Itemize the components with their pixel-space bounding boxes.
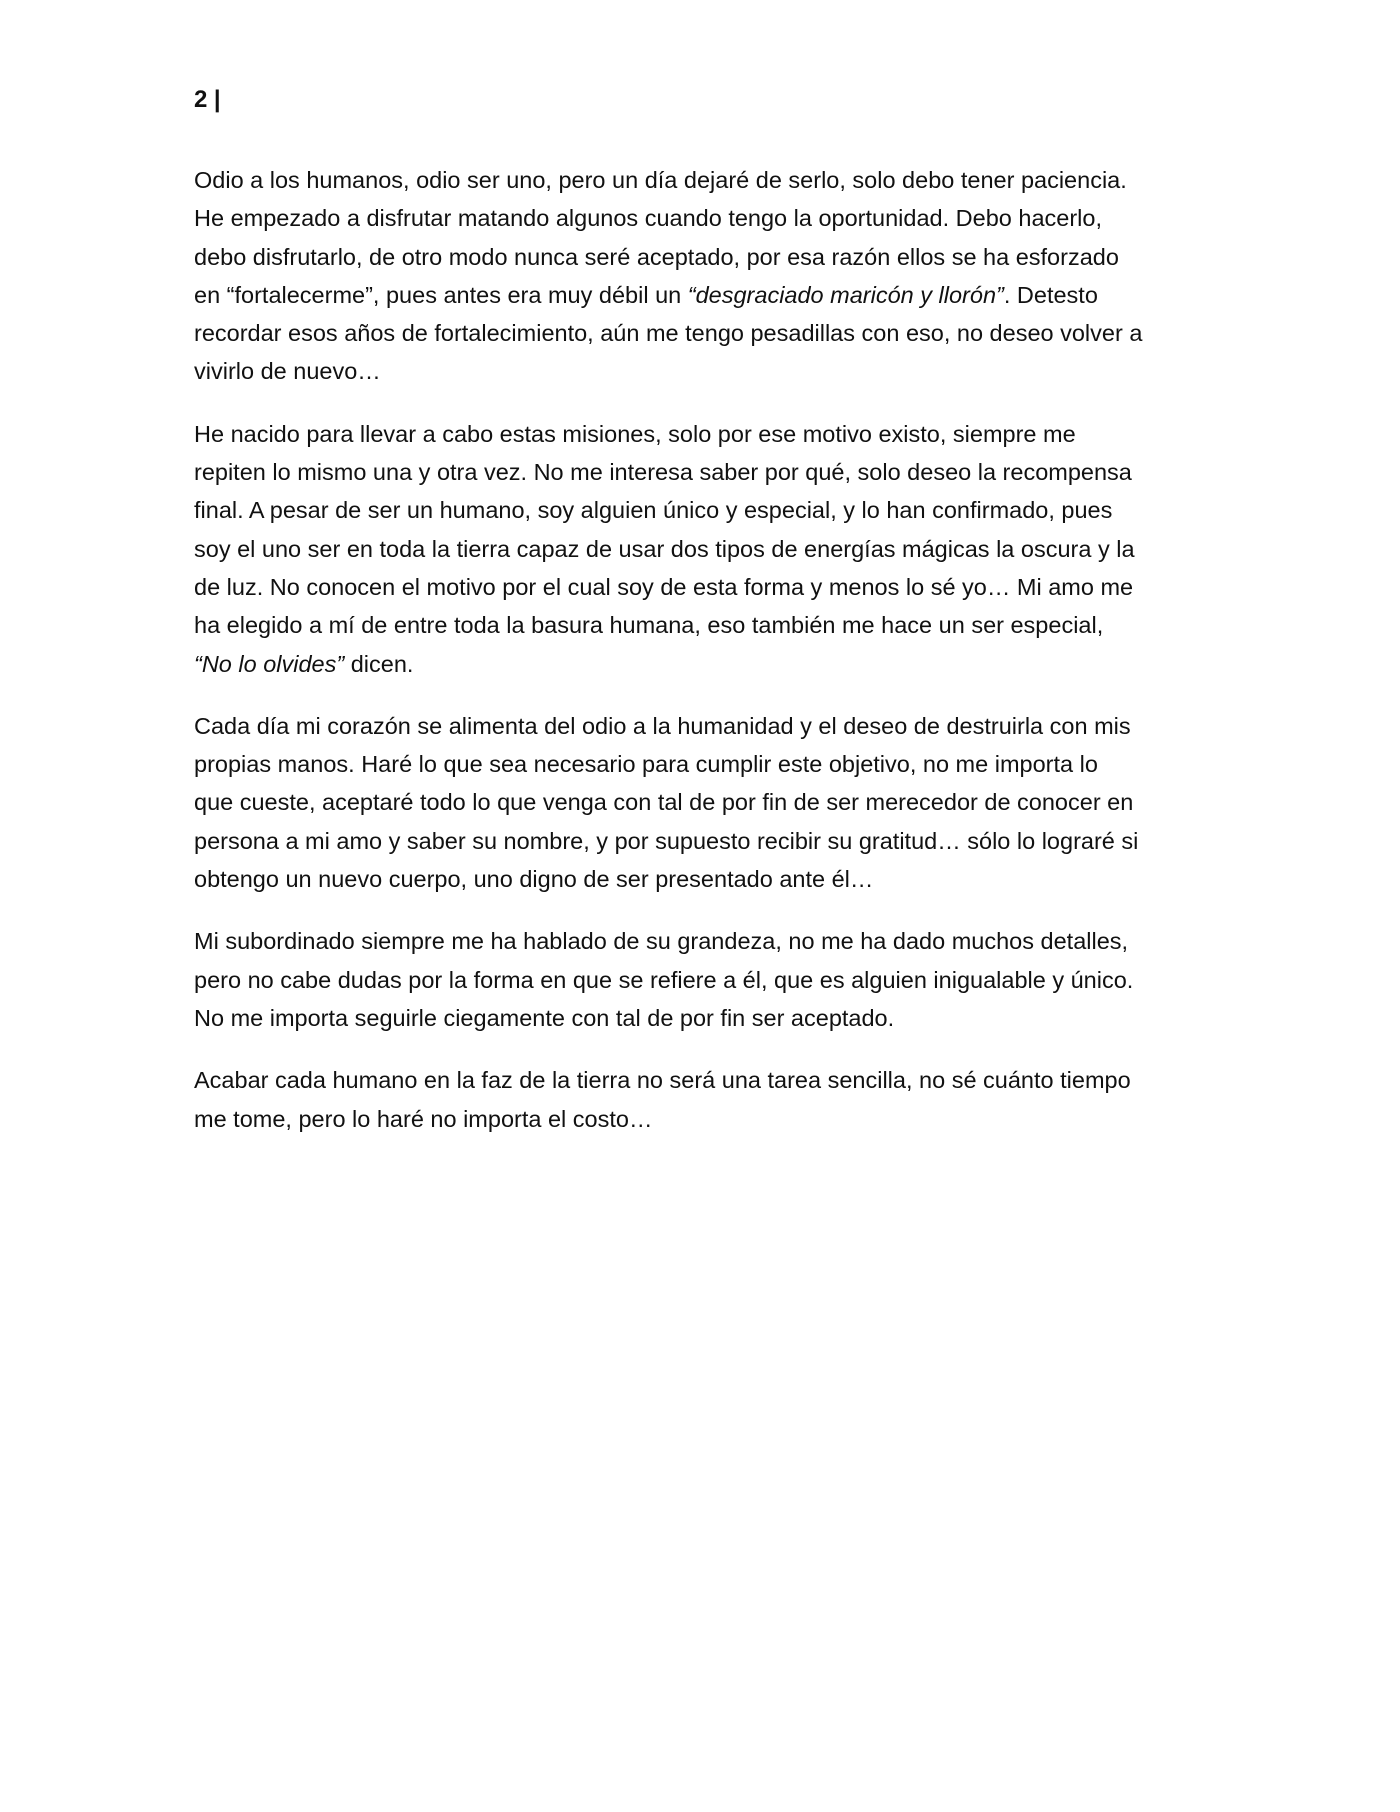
text-line xyxy=(194,491,1210,529)
paragraph xyxy=(194,1061,1210,1138)
body-text xyxy=(194,161,1210,1162)
text-run: He nacido para llevar a cabo estas misiones, solo por ese motivo existo, siempre me xyxy=(194,420,1076,447)
paragraph xyxy=(194,922,1210,1037)
text-line xyxy=(194,822,1210,860)
text-run: Cada día mi corazón se alimenta del odio a la humanidad y el deseo de destruirla con mis xyxy=(194,712,1131,739)
text-run: Odio a los humanos, odio ser uno, pero un día dejaré de serlo, solo debo tener paciencia. xyxy=(194,167,1127,193)
header-separator: | xyxy=(213,86,222,113)
text-line xyxy=(194,199,1210,237)
text-run: de luz. No conocen el motivo por el cual soy de esta forma y menos lo sé yo… Mi amo me xyxy=(194,573,1134,600)
paragraph xyxy=(194,415,1210,683)
text-line xyxy=(194,922,1210,960)
paragraph xyxy=(194,707,1210,898)
text-run: ha elegido a mí de entre toda la basura humana, eso también me hace un ser especial, xyxy=(194,612,1104,639)
text-line xyxy=(194,606,1210,644)
text-run: soy el uno ser en toda la tierra capaz de usar dos tipos de energías mágicas la oscura y la xyxy=(194,535,1135,562)
text-run: recordar esos años de fortalecimiento, aún me tengo pesadillas con eso, no deseo volver a xyxy=(194,320,1143,347)
text-line xyxy=(194,568,1210,606)
text-run: obtengo un nuevo cuerpo, uno digno de ser presentado ante él… xyxy=(194,866,874,893)
text-line xyxy=(194,745,1210,783)
text-line xyxy=(194,161,1210,199)
text-run: dicen. xyxy=(344,650,414,677)
text-run: Acabar cada humano en la faz de la tierra no será una tarea sencilla, no sé cuánto tiempo xyxy=(194,1067,1131,1094)
text-line xyxy=(194,238,1210,276)
text-line xyxy=(194,707,1210,745)
text-line xyxy=(194,415,1210,453)
page-number: 2 xyxy=(194,86,208,113)
text-line xyxy=(194,530,1210,568)
text-run: No me importa seguirle ciegamente con tal de por fin ser aceptado. xyxy=(194,1004,895,1031)
text-run: que cueste, aceptaré todo lo que venga con tal de por fin de ser merecedor de conocer en xyxy=(194,789,1134,816)
text-line xyxy=(194,314,1210,352)
text-run: propias manos. Haré lo que sea necesario para cumplir este objetivo, no me importa lo xyxy=(194,751,1098,778)
italic-quote: “desgraciado maricón y llorón” xyxy=(687,281,1004,308)
text-run: Mi subordinado siempre me ha hablado de su grandeza, no me ha dado muchos detalles, xyxy=(194,928,1129,955)
text-line xyxy=(194,276,1210,314)
text-run: repiten lo mismo una y otra vez. No me interesa saber por qué, solo deseo la recompensa xyxy=(194,459,1132,486)
text-run: vivirlo de nuevo… xyxy=(194,358,381,385)
text-line xyxy=(194,999,1210,1037)
text-run: pero no cabe dudas por la forma en que se refiere a él, que es alguien inigualable y único. xyxy=(194,966,1134,993)
text-run: He empezado a disfrutar matando algunos cuando tengo la oportunidad. Debo hacerlo, xyxy=(194,205,1102,232)
italic-quote: “No lo olvides” xyxy=(194,650,345,677)
paragraph xyxy=(194,161,1210,391)
text-line xyxy=(194,1061,1210,1099)
text-line xyxy=(194,645,1210,683)
text-line xyxy=(194,1100,1210,1138)
text-line xyxy=(194,961,1210,999)
text-run: en “fortalecerme”, pues antes era muy débil un xyxy=(194,281,688,308)
text-run: persona a mi amo y saber su nombre, y por supuesto recibir su gratitud… sólo lo lograré si xyxy=(194,827,1139,854)
page-header xyxy=(194,82,221,118)
text-line xyxy=(194,352,1210,390)
text-line xyxy=(194,453,1210,491)
text-run: debo disfrutarlo, de otro modo nunca seré aceptado, por esa razón ellos se ha esforzado xyxy=(194,243,1119,270)
text-run: . Detesto xyxy=(1003,281,1098,308)
text-run: final. A pesar de ser un humano, soy alguien único y especial, y lo han confirmado, pues xyxy=(194,497,1113,524)
text-line xyxy=(194,860,1210,898)
text-run: me tome, pero lo haré no importa el costo… xyxy=(194,1105,653,1132)
text-line xyxy=(194,783,1210,821)
